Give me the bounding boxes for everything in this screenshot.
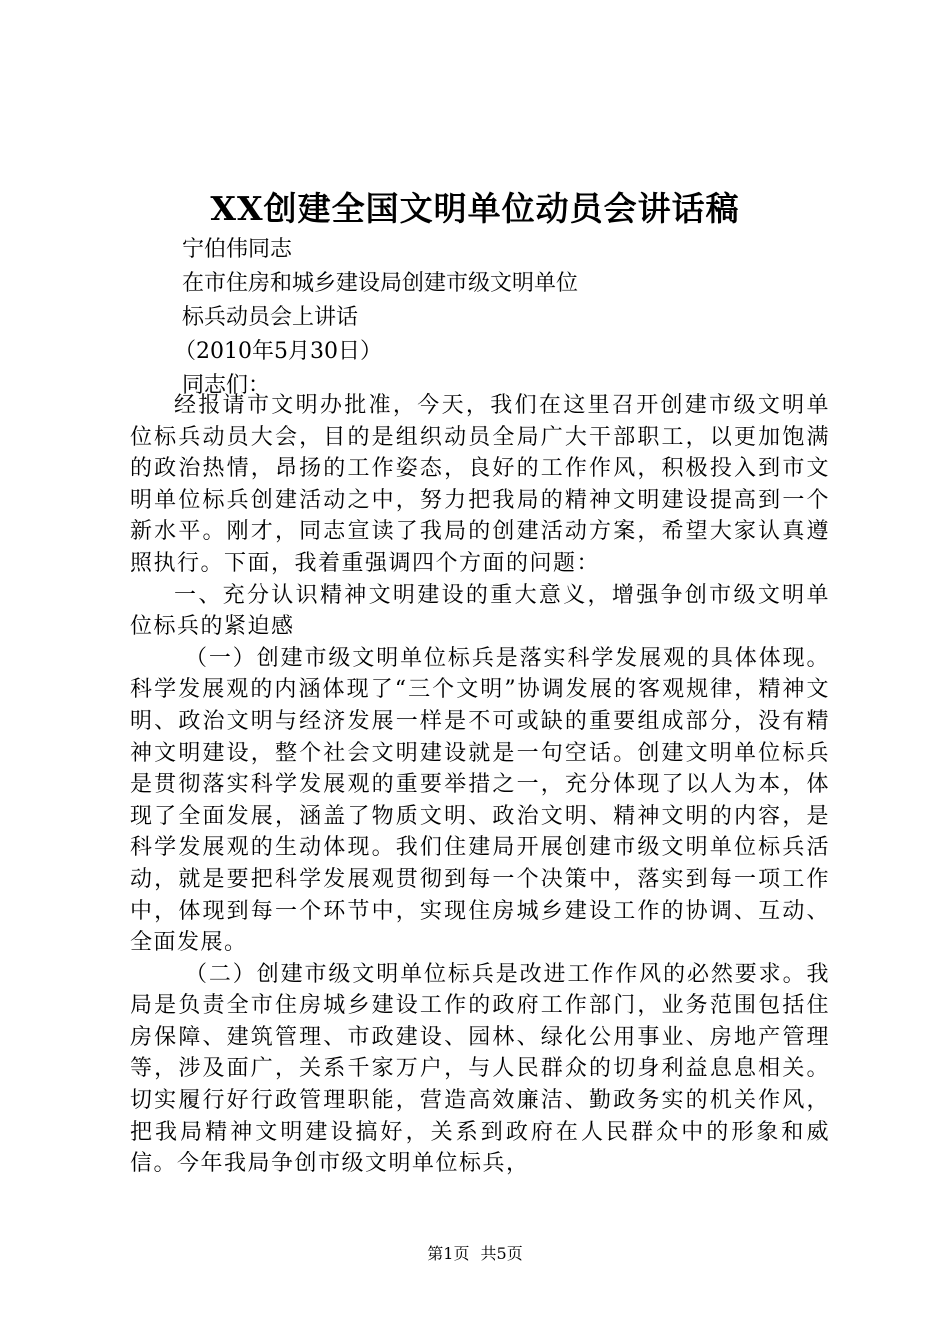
section-heading-1: 一、充分认识精神文明建设的重大意义，增强争创市级文明单位标兵的紧迫感 (130, 582, 830, 640)
speaker-line: 宁伯伟同志 (182, 237, 293, 262)
salutation: 同志们： (182, 373, 271, 398)
subsection-paragraph-1: （一）创建市级文明单位标兵是落实科学发展观的具体体现。科学发展观的内涵体现了“三个文明”协调发展的客观规律，精神文明、政治文明与经济发展一样是不可或缺的重要组成部分，没有精神文明建设，整个社会文明建设就是一句空话。创建文明单位标兵是贯彻落实科学发展观的重要举措之一，充分体现了以人为本，体现了全面发展，涵盖了物质文明、政治文明、精神文明的内容，是科学发展观的生动体现。我们住建局开展创建市级文明单位标兵活动，就是要把科学发展观贯彻到每一个决策中，落实到每一项工作中，体现到每一个环节中，实现住房城乡建设工作的协调、互动、全面发展。 (130, 645, 830, 956)
document-body (130, 390, 830, 1180)
document-title: XX创建全国文明单位动员会讲话稿 (210, 189, 740, 228)
speech-date: （2010年5月30日） (174, 339, 382, 364)
occasion-line-2: 标兵动员会上讲话 (182, 305, 359, 330)
page-number: 第1页 共5页 (427, 1244, 523, 1263)
occasion-line-1: 在市住房和城乡建设局创建市级文明单位 (182, 271, 579, 296)
intro-paragraph: 经报请市文明办批准，今天，我们在这里召开创建市级文明单位标兵动员大会，目的是组织动员全局广大干部职工，以更加饱满的政治热情，昂扬的工作姿态，良好的工作作风，积极投入到市文明单位标兵创建活动之中，努力把我局的精神文明建设提高到一个新水平。刚才，同志宣读了我局的创建活动方案，希望大家认真遵照执行。下面，我着重强调四个方面的问题： (130, 393, 830, 576)
subsection-paragraph-2: （二）创建市级文明单位标兵是改进工作作风的必然要求。我局是负责全市住房城乡建设工作的政府工作部门，业务范围包括住房保障、建筑管理、市政建设、园林、绿化公用事业、房地产管理等，涉及面广，关系千家万户，与人民群众的切身利益息息相关。切实履行好行政管理职能，营造高效廉洁、勤政务实的机关作风，把我局精神文明建设搞好，关系到政府在人民群众中的形象和威信。今年我局争创市级文明单位标兵， (130, 961, 830, 1177)
speech-header (174, 233, 862, 403)
